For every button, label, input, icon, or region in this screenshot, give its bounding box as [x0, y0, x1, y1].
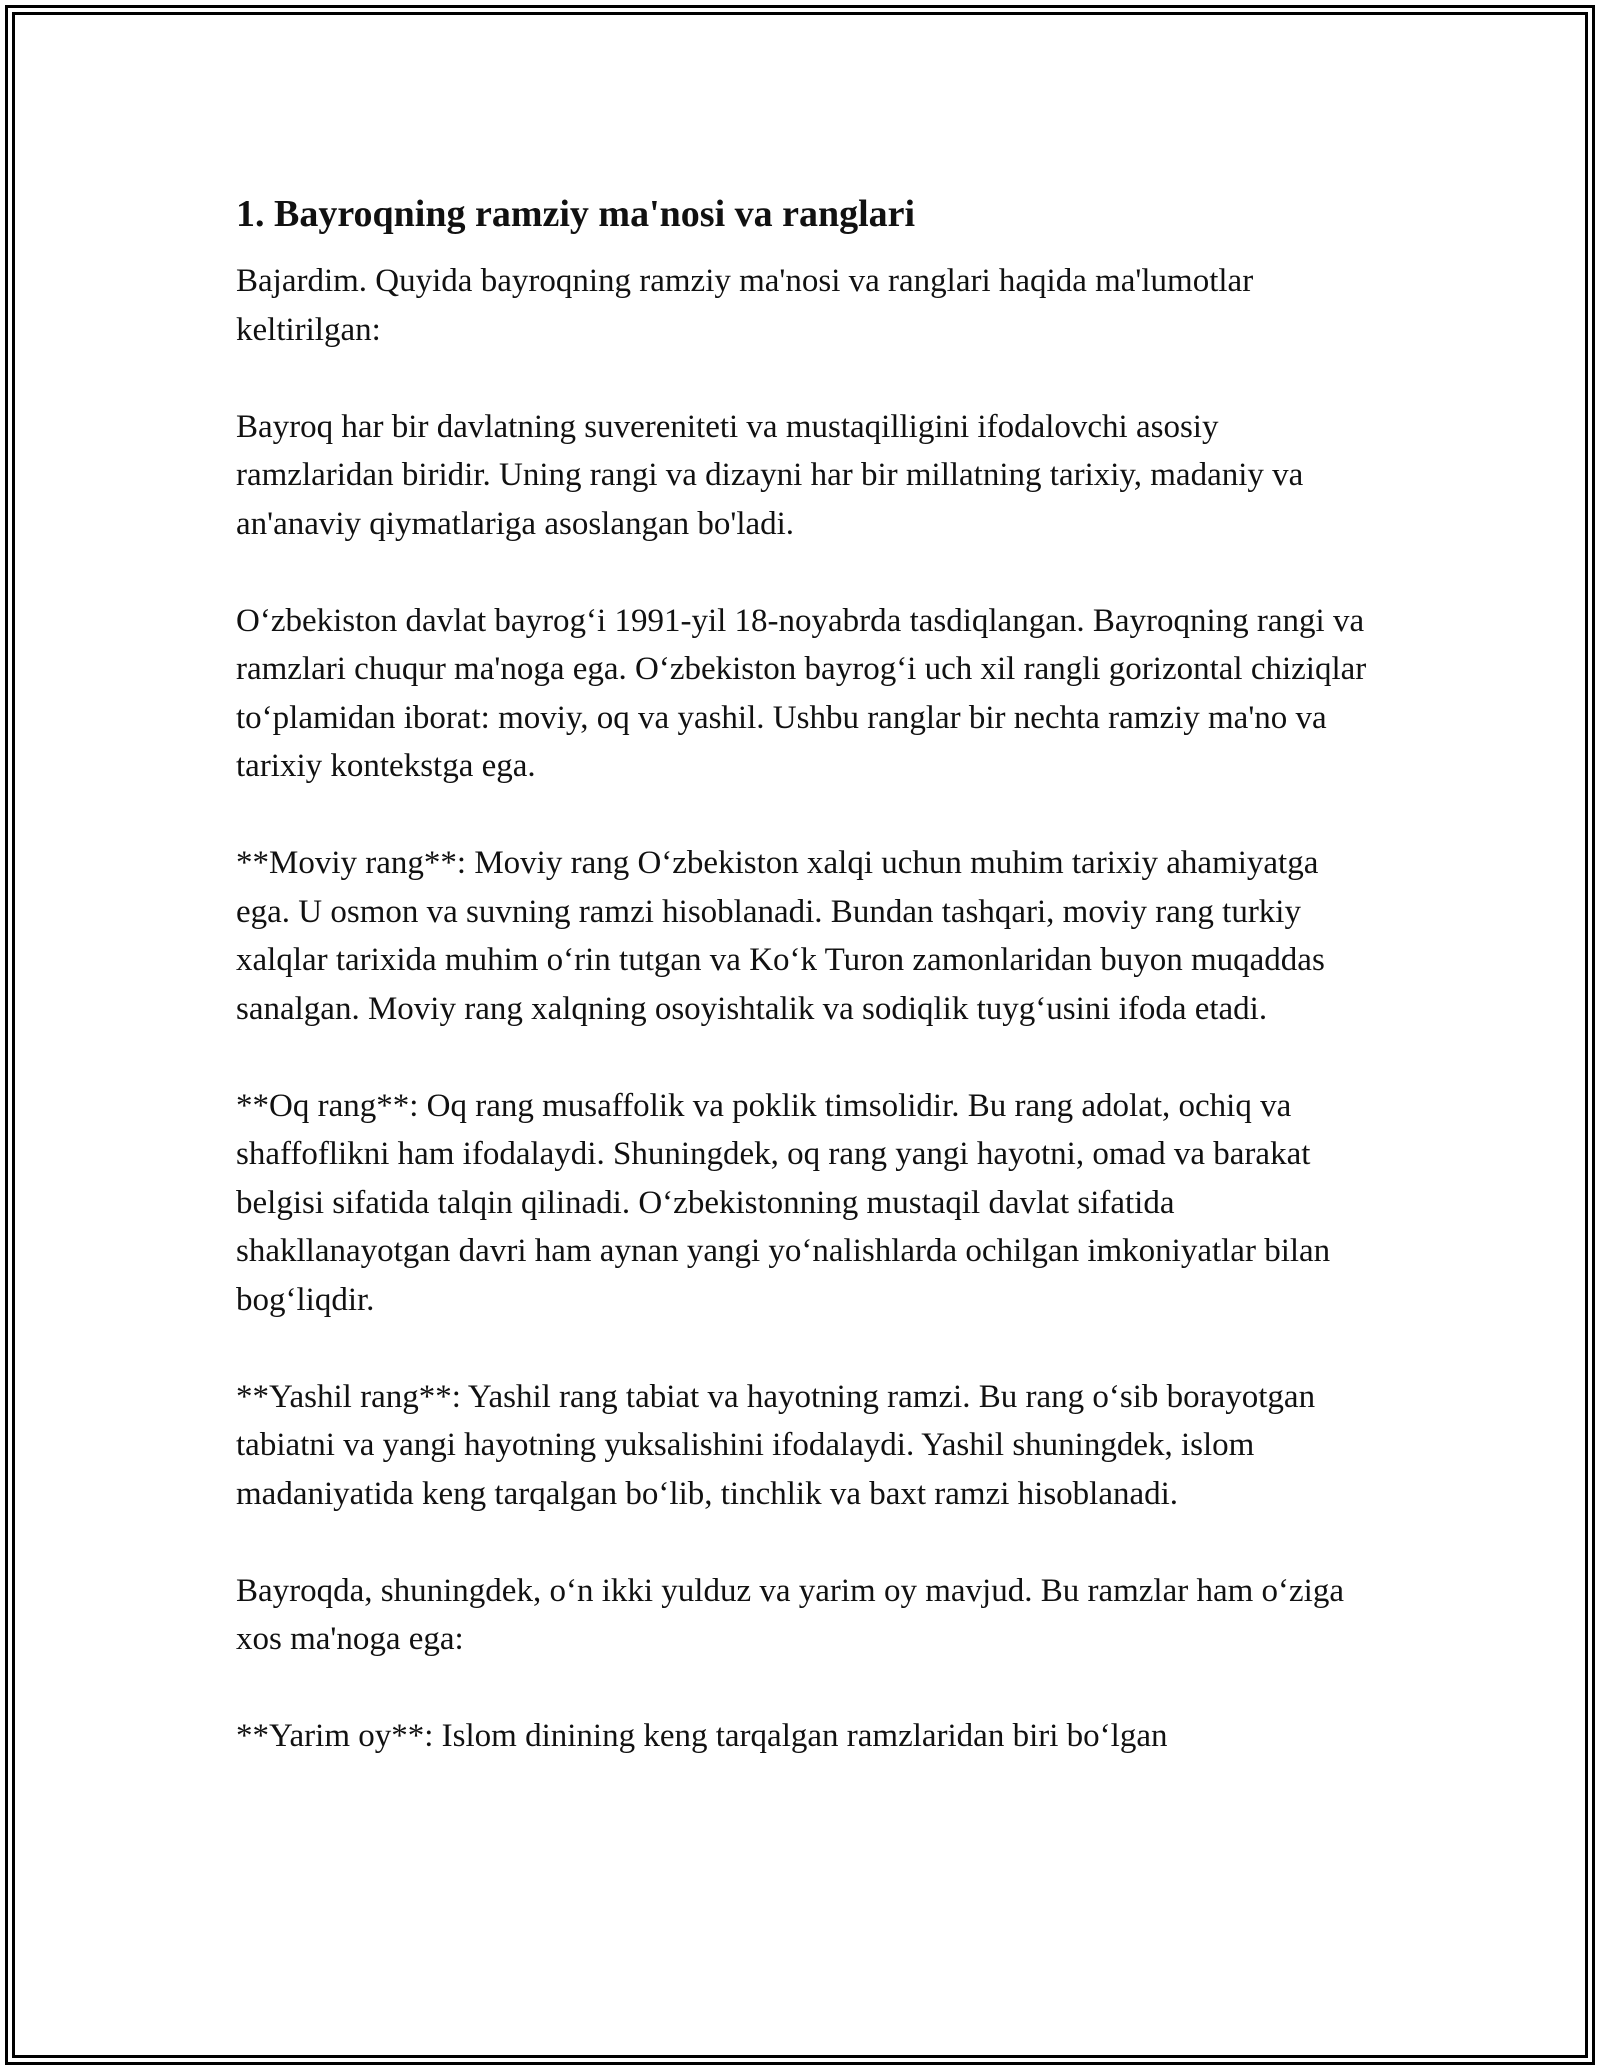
- section-heading: 1. Bayroqning ramziy ma'nosi va ranglari: [236, 193, 916, 235]
- intro-paragraph: Bajardim. Quyida bayroqning ramziy ma'nosi va ranglari haqida ma'lumotlar keltirilgan:: [236, 263, 1254, 348]
- uzbek-flag-paragraph: O‘zbekiston davlat bayrog‘i 1991-yil 18-noyabrda tasdiqlangan. Bayroqning rangi va ramzlari chuqur ma'noga ega. O‘zbekiston bayrog‘i uch xil rangli gorizontal chiziqlar to‘plamidan iborat: moviy, oq va yashil. Ushbu ranglar bir nechta ramziy ma'no va tarixiy kontekstga ega.: [236, 602, 1367, 784]
- symbols-paragraph: Bayroqda, shuningdek, o‘n ikki yulduz va yarim oy mavjud. Bu ramzlar ham o‘ziga xos ma'noga ega:: [236, 1572, 1344, 1657]
- blue-color-paragraph: **Moviy rang**: Moviy rang O‘zbekiston xalqi uchun muhim tarixiy ahamiyatga ega. U osmon va suvning ramzi hisoblanadi. Bundan tashqari, moviy rang turkiy xalqlar tarixida muhim o‘rin tutgan va Ko‘k Turon zamonlaridan buyon muqaddas sanalgan. Moviy rang xalqning osoyishtalik va sodiqlik tuyg‘usini ifoda etadi.: [236, 845, 1325, 1027]
- document-body: [236, 188, 1376, 1809]
- crescent-paragraph: **Yarim oy**: Islom dinining keng tarqalgan ramzlaridan biri bo‘lgan: [236, 1718, 1168, 1754]
- flag-overview-paragraph: Bayroq har bir davlatning suvereniteti va mustaqilligini ifodalovchi asosiy ramzlaridan biridir. Uning rangi va dizayni har bir millatning tarixiy, madaniy va an'anaviy qiymatlariga asoslangan bo'ladi.: [236, 408, 1304, 542]
- green-color-paragraph: **Yashil rang**: Yashil rang tabiat va hayotning ramzi. Bu rang o‘sib borayotgan tabiatni va yangi hayotning yuksalishini ifodalaydi. Yashil shuningdek, islom madaniyatida keng tarqalgan bo‘lib, tinchlik va baxt ramzi hisoblanadi.: [236, 1378, 1316, 1512]
- white-color-paragraph: **Oq rang**: Oq rang musaffolik va poklik timsolidir. Bu rang adolat, ochiq va shaffoflikni ham ifodalaydi. Shuningdek, oq rang yangi hayotni, omad va barakat belgisi sifatida talqin qilinadi. O‘zbekistonning mustaqil davlat sifatida shakllanayotgan davri ham aynan yangi yo‘nalishlarda ochilgan imkoniyatlar bilan bog‘liqdir.: [236, 1087, 1331, 1318]
